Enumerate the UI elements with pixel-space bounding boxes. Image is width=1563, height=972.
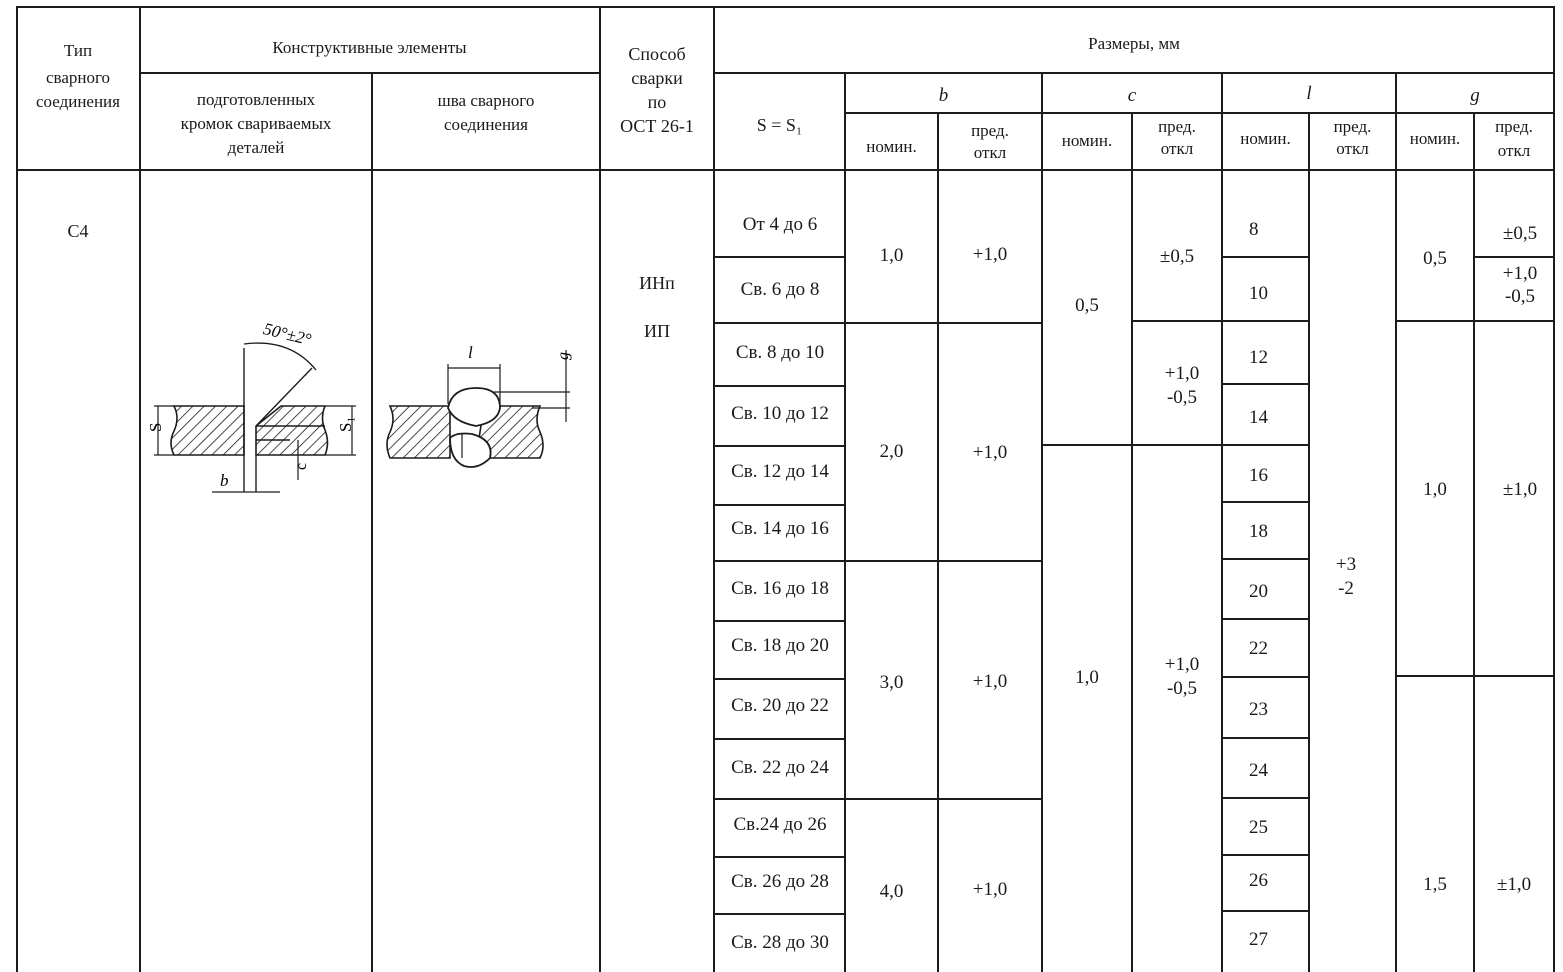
- col-line-l-dev: [1308, 112, 1310, 972]
- header-b-nom: номин.: [866, 137, 917, 156]
- l-nom-cell: 24: [1249, 760, 1268, 781]
- l-nom-cell: 8: [1249, 219, 1259, 240]
- header-c-nom: номин.: [1061, 131, 1113, 150]
- header-g-dev: пред.: [1495, 117, 1533, 136]
- g-dim-label: g: [555, 352, 572, 360]
- row-line-l: [1222, 256, 1310, 258]
- row-line-s: [714, 445, 846, 447]
- header-prep-line: подготовленных: [196, 90, 316, 109]
- c-dev-cell: +1,0: [1164, 654, 1200, 675]
- row-line-b: [846, 560, 1042, 562]
- header-l-dev: пред.: [1333, 117, 1372, 136]
- b-nom-cell: 2,0: [879, 441, 904, 462]
- col-line-c-dev: [1131, 112, 1133, 972]
- header-seam-line: соединения: [444, 115, 528, 134]
- joint-code: С4: [67, 221, 89, 241]
- b-dev-cell: +1,0: [972, 442, 1008, 463]
- angle-label: 50°±2°: [261, 319, 314, 350]
- header-prep-line: кромок свариваемых: [180, 114, 332, 133]
- row-line-s: [714, 913, 846, 915]
- col-line-l: [1221, 72, 1223, 972]
- s-range-cell: Св. 20 до 22: [731, 695, 829, 716]
- row-line-s: [714, 385, 846, 387]
- row-line-s: [714, 322, 846, 324]
- l-nom-cell: 12: [1249, 347, 1268, 368]
- s-range-cell: Св. 16 до 18: [731, 578, 829, 599]
- s-range-cell: Св. 6 до 8: [740, 279, 820, 300]
- rule-construct: [140, 72, 600, 74]
- s-range-cell: Св. 8 до 10: [735, 342, 825, 363]
- g-dev-cell: +1,0: [1502, 263, 1538, 284]
- rule-params: [846, 112, 1555, 114]
- row-line-l: [1222, 854, 1310, 856]
- row-line-l: [1222, 676, 1310, 678]
- row-line-s: [714, 620, 846, 622]
- header-method-line: Способ: [628, 44, 686, 64]
- row-line-s: [714, 256, 846, 258]
- header-type-line: соединения: [36, 92, 120, 111]
- l-nom-cell: 14: [1249, 407, 1268, 428]
- g-dev-cell: ±1,0: [1502, 479, 1538, 500]
- prep-edges-drawing: [140, 300, 370, 520]
- row-line-l: [1222, 501, 1310, 503]
- header-prep-line: деталей: [227, 138, 285, 157]
- row-line-c-dev: [1131, 320, 1223, 322]
- header-c-dev: пред.: [1158, 117, 1196, 136]
- row-line-s: [714, 504, 846, 506]
- row-line-s: [714, 738, 846, 740]
- header-g-dev: откл: [1497, 141, 1531, 160]
- l-nom-cell: 20: [1249, 581, 1268, 602]
- g-nom-cell: 1,0: [1423, 479, 1447, 500]
- table-border-top: [16, 6, 1555, 8]
- header-param-g: g: [1470, 85, 1480, 106]
- header-type-line: сварного: [45, 68, 111, 87]
- c-dev-cell: -0,5: [1166, 678, 1198, 699]
- col-line-c: [1041, 72, 1043, 972]
- weld-seam-drawing: [372, 330, 598, 490]
- row-line-b: [846, 798, 1042, 800]
- c-dev-cell: ±0,5: [1159, 246, 1195, 267]
- header-g-nom: номин.: [1409, 129, 1461, 148]
- s-range-cell: Св. 18 до 20: [731, 635, 829, 656]
- l-nom-cell: 26: [1249, 870, 1268, 891]
- l-dev-cell: -2: [1338, 578, 1354, 599]
- row-line-s: [714, 560, 846, 562]
- header-l-dev: откл: [1336, 139, 1369, 158]
- l-dim-label: l: [468, 343, 473, 362]
- s-range-cell: Св. 26 до 28: [731, 871, 829, 892]
- weld-bead-shape: [448, 388, 500, 426]
- header-method-line: ОСТ 26-1: [620, 116, 694, 136]
- header-param-b: b: [938, 85, 949, 106]
- method-ip: ИП: [644, 321, 670, 341]
- left-plate-shape: [171, 406, 244, 455]
- row-line-l: [1222, 797, 1310, 799]
- header-b-dev: пред.: [971, 121, 1009, 140]
- row-line-g: [1396, 675, 1555, 677]
- row-line-s: [714, 678, 846, 680]
- g-dev-cell: -0,5: [1504, 286, 1536, 307]
- header-sizes: Размеры, мм: [1088, 34, 1180, 53]
- b-nom-cell: 1,0: [879, 245, 904, 266]
- header-method-line: сварки: [631, 68, 683, 88]
- c-dev-cell: +1,0: [1164, 363, 1200, 384]
- row-line-l: [1222, 737, 1310, 739]
- l-nom-cell: 22: [1249, 638, 1268, 659]
- header-type-line: Тип: [63, 41, 93, 60]
- header-c-dev: откл: [1160, 139, 1194, 158]
- row-line-l: [1222, 320, 1310, 322]
- s-dim-label: S: [146, 422, 165, 432]
- col-line-g: [1395, 72, 1397, 972]
- s-range-cell: Св. 28 до 30: [731, 932, 829, 953]
- s1-dim-label: S₁: [336, 416, 355, 432]
- rule-header-bottom: [16, 169, 1555, 171]
- row-line-l: [1222, 444, 1310, 446]
- g-dev-cell: ±0,5: [1502, 223, 1538, 244]
- row-line-l: [1222, 558, 1310, 560]
- row-line-l: [1222, 383, 1310, 385]
- b-dim-label: b: [220, 471, 229, 490]
- s-range-cell: Св. 22 до 24: [731, 757, 829, 778]
- header-method-line: по: [647, 92, 667, 112]
- b-nom-cell: 4,0: [879, 881, 904, 902]
- row-line-c: [1042, 444, 1223, 446]
- row-line-s: [714, 856, 846, 858]
- row-line-l: [1222, 910, 1310, 912]
- l-nom-cell: 23: [1249, 699, 1268, 720]
- header-construct-elements: Конструктивные элементы: [272, 38, 467, 57]
- l-nom-cell: 27: [1249, 929, 1268, 950]
- s-range-cell: От 4 до 6: [742, 214, 818, 235]
- row-line-b: [846, 322, 1042, 324]
- c-dev-cell: -0,5: [1166, 387, 1198, 408]
- s-range-cell: Св. 14 до 16: [731, 518, 829, 539]
- col-line-g-dev: [1473, 112, 1475, 972]
- l-nom-cell: 10: [1249, 283, 1268, 304]
- header-param-c: c: [1127, 85, 1137, 106]
- table-border-left: [16, 6, 18, 972]
- col-line-b-dev: [937, 112, 939, 972]
- row-line-g: [1396, 320, 1555, 322]
- l-dev-cell: +3: [1335, 554, 1357, 575]
- l-nom-cell: 16: [1249, 465, 1268, 486]
- header-seam-line: шва сварного: [437, 91, 535, 110]
- header-l-nom: номин.: [1240, 129, 1291, 148]
- b-dev-cell: +1,0: [972, 244, 1008, 265]
- g-nom-cell: 0,5: [1423, 248, 1447, 269]
- header-b-dev: откл: [973, 143, 1007, 162]
- b-nom-cell: 3,0: [879, 672, 904, 693]
- b-dev-cell: +1,0: [972, 671, 1008, 692]
- l-nom-cell: 25: [1249, 817, 1268, 838]
- method-inp: ИНп: [639, 273, 675, 293]
- c-dim-label: c: [293, 462, 310, 470]
- header-param-l: l: [1306, 83, 1312, 104]
- s-range-cell: Св. 12 до 14: [731, 461, 829, 482]
- s-range-cell: Св. 10 до 12: [731, 403, 829, 424]
- c-nom-cell: 1,0: [1075, 667, 1099, 688]
- right-plate-shape: [256, 406, 328, 455]
- s-range-cell: Св.24 до 26: [733, 814, 827, 835]
- seam-left-plate-shape: [387, 406, 450, 458]
- col-line-seam: [599, 6, 601, 972]
- col-line-prep: [371, 72, 373, 972]
- b-dev-cell: +1,0: [972, 879, 1008, 900]
- rule-sizes: [714, 72, 1555, 74]
- c-nom-cell: 0,5: [1075, 295, 1099, 316]
- row-line-s: [714, 798, 846, 800]
- header-s: S = S₁: [756, 115, 803, 135]
- g-nom-cell: 1,5: [1423, 874, 1447, 895]
- row-line-g-dev: [1474, 256, 1555, 258]
- g-dev-cell: ±1,0: [1496, 874, 1532, 895]
- row-line-l: [1222, 618, 1310, 620]
- l-nom-cell: 18: [1249, 521, 1268, 542]
